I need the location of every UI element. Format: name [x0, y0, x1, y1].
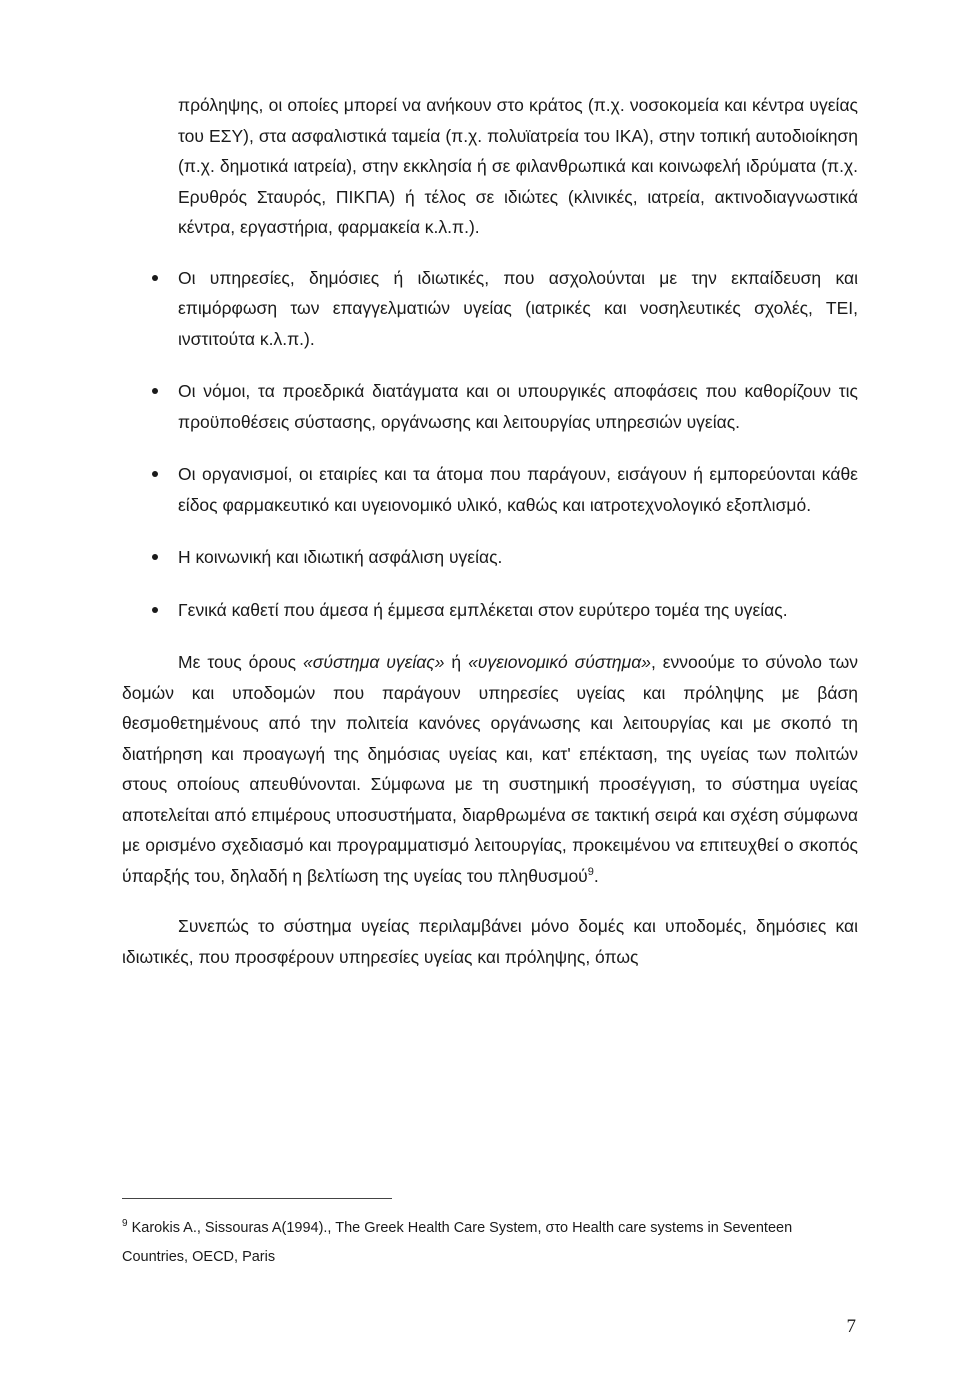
page-number: 7: [846, 1316, 856, 1337]
list-item-text: Οι οργανισμοί, οι εταιρίες και τα άτομα που παράγουν, εισάγουν ή εμπορεύονται κάθε είδος φαρμακευτικό και υγειονομικό υλικό, καθώς και ιατροτεχνολογικό εξοπλισμό.: [178, 464, 858, 515]
paragraph-text: ή: [444, 652, 469, 672]
footnote-reference[interactable]: 9: [587, 865, 594, 878]
bullet-icon: [152, 275, 158, 281]
bullet-icon: [152, 471, 158, 477]
paragraph-text: Με τους όρους: [178, 652, 304, 672]
list-item: [122, 263, 858, 355]
footnote-text: Karokis A., Sissouras A(1994)., The Greek Health Care System, στο Health care systems in Seventeen Countries, OECD, Paris: [122, 1220, 793, 1265]
list-item-text: Η κοινωνική και ιδιωτική ασφάλιση υγείας.: [178, 547, 503, 567]
list-item-text: Γενικά καθετί που άμεσα ή έμμεσα εμπλέκεται στον ευρύτερο τομέα της υγείας.: [178, 599, 788, 620]
footnote: [122, 1214, 858, 1272]
continuation-paragraph: πρόληψης, οι οποίες μπορεί να ανήκουν στο κράτος (π.χ. νοσοκομεία και κέντρα υγείας του ΕΣΥ), στα ασφαλιστικά ταμεία (π.χ. πολυϊατρεία του ΙΚΑ), στην τοπική αυτοδιοίκηση (π.χ. δημοτικά ιατρεία), στην εκκλησία ή σε φιλανθρωπικά και κοινωφελή ιδρύματα (π.χ. Ερυθρός Σταυρός, ΠΙΚΠΑ) ή τέλος σε ιδιώτες (κλινικές, ιατρεία, ακτινοδιαγνωστικά κέντρα, εργαστήρια, φαρμακεία κ.λ.π.).: [178, 95, 858, 237]
list-item: [122, 376, 858, 437]
footnote-divider: [122, 1198, 392, 1199]
paragraph-text: , εννοούμε το σύνολο των δομών και υποδομών που παράγουν υπηρεσίες υγείας και πρόληψης με βάση θεσμοθετημένους από την πολιτεία κανόνες οργάνωσης και λειτουργίας και με σκοπό τη διατήρηση και προαγωγή της δημόσιας υγείας και, κατ' επέκταση, της υγείας των πολιτών στους οποίους απευθύνονται. Σύμφωνα με τη συστημική προσέγγιση, το σύστημα υγείας αποτελείται από επιμέρους υποσυστήματα, διαρθρωμένα σε τακτική σειρά και σχέση σύμφωνα με ορισμένο σχεδιασμό και προγραμματισμό λειτουργίας, προκειμένου να επιτευχθεί ο σκοπός ύπαρξής του, δηλαδή η βελτίωση της υγείας του πληθυσμού: [122, 652, 858, 886]
bullet-icon: [152, 607, 158, 613]
list-item-text: Οι νόμοι, τα προεδρικά διατάγματα και οι υπουργικές αποφάσεις που καθορίζουν τις προϋποθέσεις σύστασης, οργάνωσης και λειτουργίας υπηρεσιών υγείας.: [178, 381, 858, 432]
conclusion-paragraph: Συνεπώς το σύστημα υγείας περιλαμβάνει μόνο δομές και υποδομές, δημόσιες και ιδιωτικές, που προσφέρουν υπηρεσίες υγείας και πρόληψης, όπως: [122, 916, 858, 967]
list-item: [122, 542, 858, 573]
paragraph-text: .: [593, 865, 599, 886]
list-item-text: Οι υπηρεσίες, δημόσιες ή ιδιωτικές, που ασχολούνται με την εκπαίδευση και επιμόρφωση των επαγγελματιών υγείας (ιατρικές και νοσηλευτικές σχολές, ΤΕΙ, ινστιτούτα κ.λ.π.).: [178, 267, 858, 349]
list-item: [122, 595, 858, 626]
definition-paragraph: [122, 647, 858, 891]
list-item: [122, 459, 858, 520]
italic-term: «σύστημα υγείας»: [303, 652, 445, 672]
bullet-list: [122, 263, 858, 626]
bullet-icon: [152, 554, 158, 560]
italic-term: «υγειονομικό σύστημα»: [468, 652, 651, 672]
bullet-icon: [152, 388, 158, 394]
body-text: [122, 90, 858, 992]
footnote-marker: 9: [122, 1218, 128, 1230]
